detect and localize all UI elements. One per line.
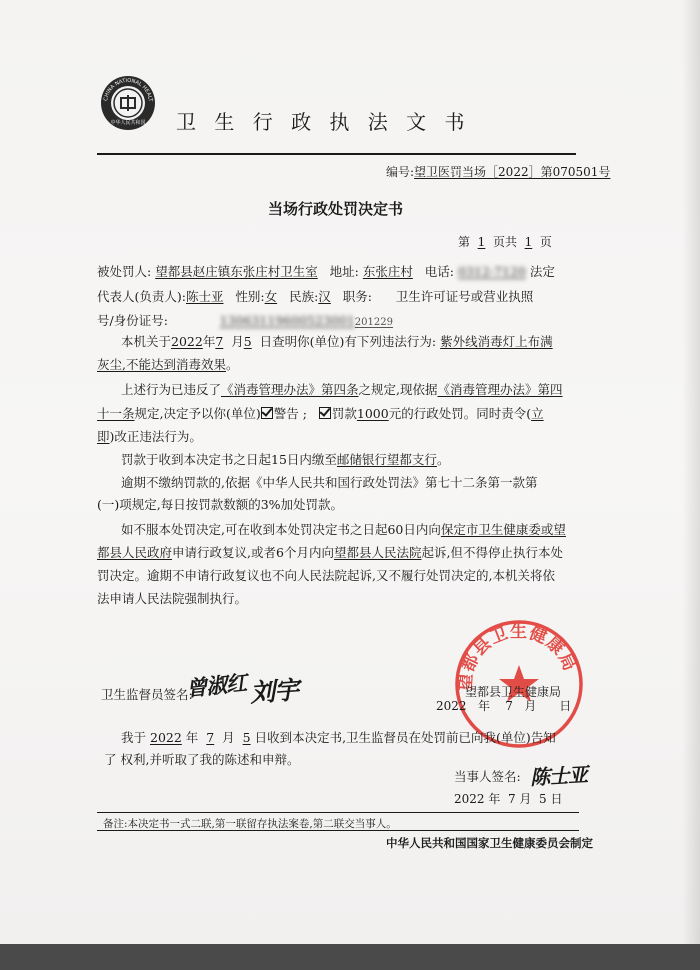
inspector-signature-1: 曾淑红 bbox=[184, 669, 248, 702]
party-signature: 陈士亚 bbox=[529, 762, 588, 790]
penalty-line-1: 上述行为已违反了《消毒管理办法》第四条之规定,现依据《消毒管理办法》第四 bbox=[121, 382, 563, 397]
agency-date: 2022 年 7 月 日 bbox=[436, 699, 572, 713]
party-line-3: 号/身份证号: 13063119600523001201229 bbox=[97, 313, 393, 328]
appeal-line-4: 法申请人民法院强制执行。 bbox=[97, 591, 248, 606]
fine-checkbox bbox=[319, 407, 331, 419]
footer-issuer: 中华人民共和国国家卫生健康委员会制定 bbox=[386, 836, 593, 850]
party-signature-label: 当事人签名: bbox=[454, 769, 521, 784]
commission-logo bbox=[99, 74, 157, 132]
facts-line-2: 灰尘,不能达到消毒效果。 bbox=[97, 357, 239, 372]
note-text: 备注:本决定书一式二联,第一联留存执法案卷,第二联交当事人。 bbox=[103, 818, 397, 830]
appeal-line-2: 都县人民政府申请行政复议,或者6个月内向望都县人民法院起诉,但不得停止执行本处 bbox=[97, 545, 563, 560]
warning-checkbox bbox=[261, 407, 273, 419]
seal-text: 望都县卫生健康局 bbox=[455, 622, 580, 692]
penalty-line-3: 即)改正违法行为。 bbox=[97, 429, 202, 444]
header-title: 卫 生 行 政 执 法 文 书 bbox=[176, 110, 471, 134]
late-line-2: (一)项规定,每日按罚款数额的3%加处罚款。 bbox=[97, 497, 344, 512]
party-line-2: 代表人(负责人):陈士亚 性别:女 民族:汉 职务: 卫生许可证号或营业执照 bbox=[97, 289, 534, 304]
page-indicator: 第 1 页共 1 页 bbox=[458, 235, 552, 249]
inspector-signature-label: 卫生监督员签名: bbox=[101, 687, 193, 702]
redacted-id: 13063119600523001 bbox=[219, 313, 355, 328]
receipt-line-2: 了 权利,并听取了我的陈述和申辩。 bbox=[104, 752, 300, 767]
note-rule-top bbox=[97, 812, 579, 813]
document-number: 编号:望卫医罚当场［2022］第070501号 bbox=[386, 165, 611, 179]
late-line-1: 逾期不缴纳罚款的,依据《中华人民共和国行政处罚法》第七十二条第一款第 bbox=[121, 475, 538, 490]
receipt-line-1: 我于 2022 年 7 月 5 日收到本决定书,卫生监督员在处罚前已向我(单位)告知 bbox=[121, 730, 556, 745]
logo-text: CHINA NATIONAL HEALT bbox=[103, 77, 153, 102]
appeal-line-1: 如不服本处罚决定,可在收到本处罚决定书之日起60日内向保定市卫生健康委或望 bbox=[121, 522, 566, 537]
agency-name: 望都县卫生健康局 bbox=[465, 685, 562, 699]
bottom-bar bbox=[0, 944, 700, 970]
payment-line: 罚款于收到本决定书之日起15日内缴至邮储银行望都支行。 bbox=[121, 452, 450, 467]
svg-text:中华人民共和国: 中华人民共和国 bbox=[110, 120, 146, 126]
facts-line-1: 本机关于2022年7 月5 日查明你(单位)有下列违法行为: 紫外线消毒灯上布满 bbox=[121, 334, 553, 349]
redacted-phone: 0312-7120 bbox=[457, 264, 526, 279]
note-rule-bottom bbox=[97, 830, 579, 831]
appeal-line-3: 罚决定。逾期不申请行政复议也不向人民法院起诉,又不履行处罚决定的,本机关将依 bbox=[97, 568, 555, 583]
party-line-1: 被处罚人: 望都县赵庄镇东张庄村卫生室 地址: 东张庄村 电话: 0312-7120 法定 bbox=[97, 264, 555, 279]
party-name: 望都县赵庄镇东张庄村卫生室 bbox=[155, 264, 318, 279]
header-rule bbox=[97, 153, 576, 155]
inspector-signature-2: 刘宇 bbox=[249, 675, 300, 708]
party-sign-date: 2022 年 7 月 5 日 bbox=[454, 792, 563, 806]
penalty-line-2: 十一条规定,决定予以你(单位) 警告 ; 罚款1000元的行政处罚。同时责令(立 bbox=[97, 406, 544, 421]
document-title: 当场行政处罚决定书 bbox=[268, 200, 404, 218]
